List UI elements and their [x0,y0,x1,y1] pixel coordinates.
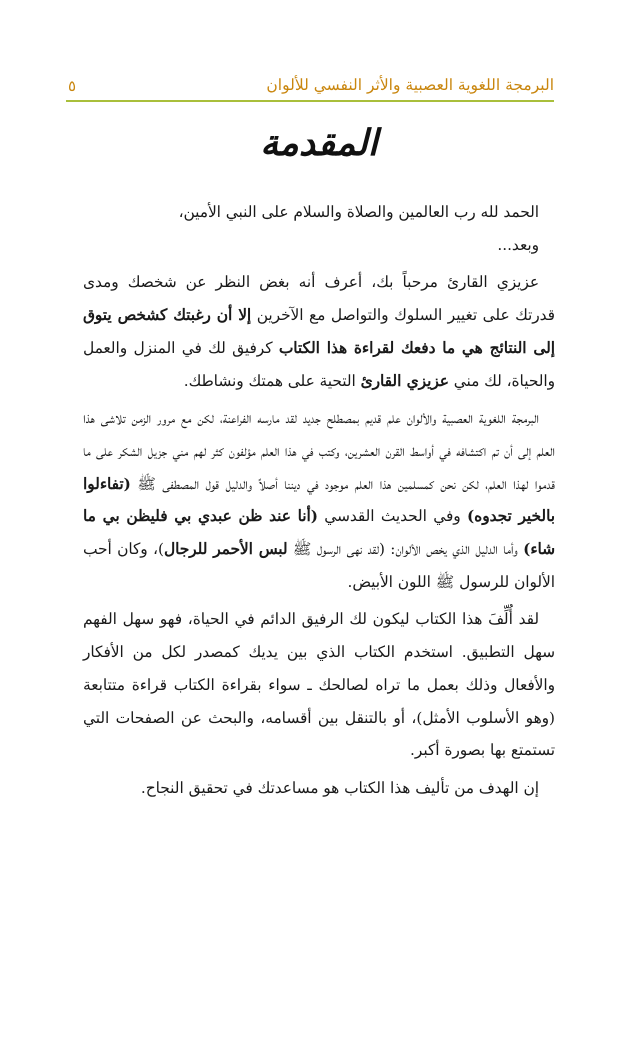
paragraph-goal [83,772,555,805]
running-header [66,74,554,104]
history-bold-3: لبس الأحمر للرجال [163,540,288,559]
greeting-text-1: عزيزي القارئ مرحباً بك، أعرف أنه بغض النظر عن شخصك ومدى قدرتك على تغيير السلوك والتواصل مع الآخرين [83,273,555,325]
paragraph-opening [83,196,555,229]
purpose-text: لقد أُلِّفَ هذا الكتاب ليكون لك الرفيق الدائم في الحياة، فهو سهل الفهم سهل التطبيق. استخدم الكتاب الذي بين يديك كمصدر لكل من الأفكار والأفعال وذلك بعمل ما تراه لصالحك ـ سواء بقراءة الكتاب قراءة متتابعة (وهو الأسلوب الأمثل)، أو بالتنقل بين أقسامه، والبحث عن الصفحات التي تستمتع بها بصورة أكبر. [83,610,555,760]
greeting-bold-1: إلا أن رغبتك كشخص يتوق إلى النتائج هي ما دفعك لقراءة هذا الكتاب [83,306,555,357]
greeting-bold-2: عزيزي القارئ [360,371,449,390]
body-text [83,196,555,805]
paragraph-wabaad-text: وبعد... [497,235,539,254]
greeting-text-3: التحية على همتك ونشاطك. [183,371,361,390]
paragraph-wabaad [83,229,555,262]
running-header-title: البرمجة اللغوية العصبية والأثر النفسي للألوان [266,76,554,94]
paragraph-nlp-history [83,402,555,598]
header-rule [66,100,554,102]
page-number: ٥ [68,77,77,95]
history-text-3: وأما الدليل الذي يخص الألوان: (لقد نهى الرسول ﷺ [287,540,524,559]
paragraph-greeting [83,266,555,397]
history-text-1: البرمجة اللغوية العصبية والألوان علم قديم بمصطلح جديد لقد مارسه الفراعنة، لكن مع مرور الزمن تلاشى هذا العلم إلى أن تم اكتشافه في أواسط القرن العشرين، وكتب في هذا العلم مؤلفون كثر لهم مني جزيل الشكر على ما قدموا لهذا العلم، لكن نحن كمسلمين هذا العلم موجود في ديننا أصلاً والدليل قول المصطفى ﷺ [83,409,555,493]
history-text-2: وفي الحديث القدسي [318,507,467,526]
greeting-text-2: كرفيق لك في المنزل والعمل والحياة، لك مني [83,338,555,390]
paragraph-book-purpose [83,603,555,767]
history-bold-1: (تفاءلوا بالخير تجدوه) [83,474,555,526]
chapter-title: المقدمة [260,122,378,164]
paragraph-opening-text: الحمد لله رب العالمين والصلاة والسلام على النبي الأمين، [178,203,539,221]
history-text-4: )، وكان أحب الألوان للرسول ﷺ اللون الأبيض. [83,540,555,591]
goal-text: إن الهدف من تأليف هذا الكتاب هو مساعدتك في تحقيق النجاح. [140,778,539,797]
history-bold-2: (أنا عند ظن عبدي بي فليظن بي ما شاء) [83,507,555,559]
